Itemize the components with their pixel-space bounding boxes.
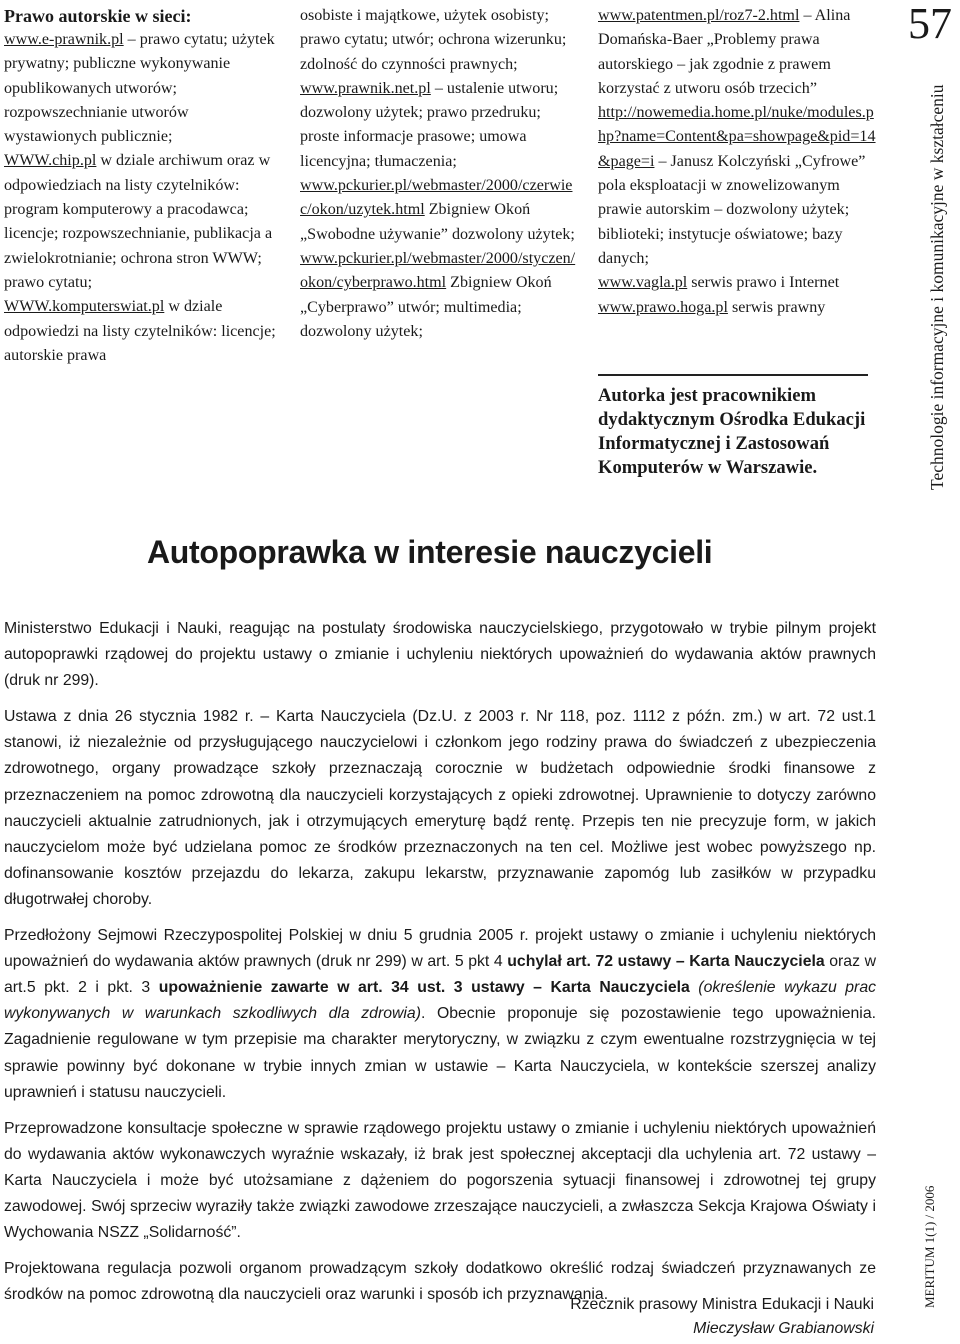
entry-chip: WWW.chip.pl w dziale archiwum oraz w odpowiedziach na listy czytelników: program komputerowy a pracodawca; licencje; rozpowszechnianie, publikacja a zwielokrotnianie; ochrona stron WWW; prawo cytatu; bbox=[4, 152, 273, 291]
author-note: Autorka jest pracownikiem dydaktycznym Ośrodka Edukacji Informatycznej i Zastosowań Komputerów w Warszawie. bbox=[598, 385, 866, 478]
link-pckurier-cyberprawo[interactable]: www.pckurier.pl/webmaster/2000/styczen/okon/cyberprawo.html bbox=[300, 249, 576, 292]
entry-vagla: www.vagla.pl serwis prawo i Internet bbox=[598, 274, 840, 292]
page-number: 57 bbox=[908, 0, 952, 48]
paragraph: Ministerstwo Edukacji i Nauki, reagując na postulaty środowiska nauczycielskiego, przygotowało w trybie pilnym projekt autopoprawki rządowej do projektu ustawy o zmianie i uchyleniu niektórych upoważnień do wydawania aktów prawnych (druk nr 299). bbox=[4, 620, 876, 690]
entry-patentmen: www.patentmen.pl/roz7-2.html – Alina Domańska-Baer „Problemy prawa autorskiego – jak zgodnie z prawem korzystać z utworu osób trzecich” bbox=[598, 7, 851, 97]
article-body bbox=[4, 616, 876, 1318]
link-pckurier-uzytek[interactable]: www.pckurier.pl/webmaster/2000/czerwiec/okon/uzytek.html bbox=[300, 177, 573, 219]
entry-pckurier-cyberprawo: www.pckurier.pl/webmaster/2000/styczen/okon/cyberprawo.html Zbigniew Okoń „Cyberprawo” utwór; multimedia; dozwolony użytek; bbox=[300, 249, 576, 340]
link-prawo-hoga[interactable]: www.prawo.hoga.pl bbox=[598, 298, 728, 316]
paragraph: Ustawa z dnia 26 stycznia 1982 r. – Karta Nauczyciela (Dz.U. z 2003 r. Nr 118, poz. 1112 z późn. zm.) w art. 72 ust.1 stanowi, iż niezależnie od przysługującego nauczycielowi i członkom jego rodziny prawa do świadczeń z ubezpieczenia zdrowotnego, organy prowadzące szkoły przeznaczają corocznie w budżetach odpowiednie środki finansowe z przeznaczeniem na pomoc zdrowotną dla nauczycieli korzystających z opieki zdrowotnej. Uprawnienie to dotyczy zarówno nauczycieli aktualnie zatrudnionych, jak i otrzymujących emeryturę bądź rentę. Przepis ten nie precyzuje form, w jakich nauczycielom może być udzielana pomoc ze środków przeznaczonych na ten cel. Możliwe jest wobec powyższego np. dofinansowanie kosztów przejazdu do lekarza, zakupu lekarstw, przyznawanie zapomóg lub zasiłków w przypadku długotrwałej choroby. bbox=[4, 708, 876, 908]
journal-footer: MERITUM 1(1) / 2006 bbox=[922, 1185, 937, 1308]
paragraph: Przeprowadzone konsultacje społeczne w sprawie rządowego projektu ustawy o zmianie i uchyleniu niektórych upoważnień do wydawania aktów wykonawczych wyraźnie wskazały, iż brak jest społecznej akceptacji dla uchylenia art. 72 ustawy – Karta Nauczyciela i może być utożsamiane z dążeniem do pogorszenia sytuacji finansowej i zdrowotnej tej grupy zawodowej. Swój sprzeciw wyraziły także związki zawodowe zrzeszające nauczycieli, a zwłaszcza Sekcja Krajowa Oświaty i Wychowania NSZZ „Solidarność”. bbox=[4, 1119, 876, 1242]
entry-eprawnik: www.e-prawnik.pl – prawo cytatu; użytek prywatny; publiczne wykonywanie opublikowanych utworów; rozpowszechnianie utworów wystawionych publicznie; bbox=[4, 31, 275, 146]
link-komputerswiat[interactable]: WWW.komputerswiat.pl bbox=[4, 298, 165, 316]
link-nowemedia[interactable]: http://nowemedia.home.pl/nuke/modules.php?name=Content&pa=showpage&pid=14&page=i bbox=[598, 104, 876, 170]
section-heading: Prawo autorskie w sieci: bbox=[4, 6, 192, 26]
column-left bbox=[4, 4, 282, 368]
paragraph: Projektowana regulacja pozwoli organom prowadzącym szkoły dodatkowo określić rodzaj świadczeń przyznawanych ze środków na pomoc zdrowotną dla nauczycieli oraz warunki i sposób ich przyznawania. bbox=[4, 1260, 876, 1304]
signature-role: Rzecznik prasowy Ministra Edukacji i Nauki bbox=[570, 1296, 874, 1313]
divider-rule bbox=[598, 374, 868, 376]
entry-prawo-hoga: www.prawo.hoga.pl serwis prawny bbox=[598, 298, 826, 316]
link-chip[interactable]: WWW.chip.pl bbox=[4, 152, 97, 170]
paragraph: Przedłożony Sejmowi Rzeczypospolitej Polskiej w dniu 5 grudnia 2005 r. projekt ustawy o zmianie i uchyleniu niektórych upoważnień do wydawania aktów prawnych (druk nr 299) w art. 5 pkt 4 uchylał art. 72 ustawy – Karta Nauczyciela oraz w art.5 pkt. 2 i pkt. 3 upoważnienie zawarte w art. 34 ust. 3 ustawy – Karta Nauczyciela (określenie wykazu prac wykonywanych w warunkach szkodliwych dla zdrowia). Obecnie proponuje się pozostawienie tego upoważnienia. Zagadnienie regulowane w tym przepisie ma charakter merytoryczny, w związku z czym ewentualne rozstrzygnięcia w tej sprawie powinny być dokonane w trybie innych zmian w ustawie – Karta Nauczyciela, w kontekście szerszej analizy uprawnień i statusu nauczycieli. bbox=[4, 927, 876, 1101]
column-middle bbox=[300, 4, 578, 344]
signature bbox=[570, 1293, 874, 1341]
entry-komputerswiat: WWW.komputerswiat.pl w dziale odpowiedzi na listy czytelników: licencje; autorskie prawa bbox=[4, 298, 276, 364]
signature-name: Mieczysław Grabianowski bbox=[693, 1320, 874, 1337]
running-section-title: Technologie informacyjne i komunikacyjne w kształceniu bbox=[927, 84, 947, 490]
entry-pckurier-uzytek: www.pckurier.pl/webmaster/2000/czerwiec/okon/uzytek.html Zbigniew Okoń „Swobodne używanie” dozwolony użytek; bbox=[300, 177, 575, 243]
link-eprawnik[interactable]: www.e-prawnik.pl bbox=[4, 31, 124, 48]
link-vagla[interactable]: www.vagla.pl bbox=[598, 274, 688, 292]
article-title: Autopoprawka w interesie nauczycieli bbox=[147, 534, 713, 570]
link-patentmen[interactable]: www.patentmen.pl/roz7-2.html bbox=[598, 7, 800, 24]
entry-prawnik-net: www.prawnik.net.pl – ustalenie utworu; dozwolony użytek; prawo przedruku; proste informacje prasowe; umowa licencyjna; tłumaczenia; bbox=[300, 79, 559, 170]
link-prawnik-net[interactable]: www.prawnik.net.pl bbox=[300, 79, 431, 97]
entry-continued: osobiste i majątkowe, użytek osobisty; prawo cytatu; utwór; ochrona wizerunku; zdolność do czynności prawnych; bbox=[300, 7, 567, 73]
column-right bbox=[598, 4, 876, 320]
entry-nowemedia: http://nowemedia.home.pl/nuke/modules.php?name=Content&pa=showpage&pid=14&page=i – Janusz Kolczyński „Cyfrowe” pola eksploatacji w znowelizowanym prawie autorskim – dozwolony użytek; biblioteki; instytucje oświatowe; bazy danych; bbox=[598, 104, 876, 267]
